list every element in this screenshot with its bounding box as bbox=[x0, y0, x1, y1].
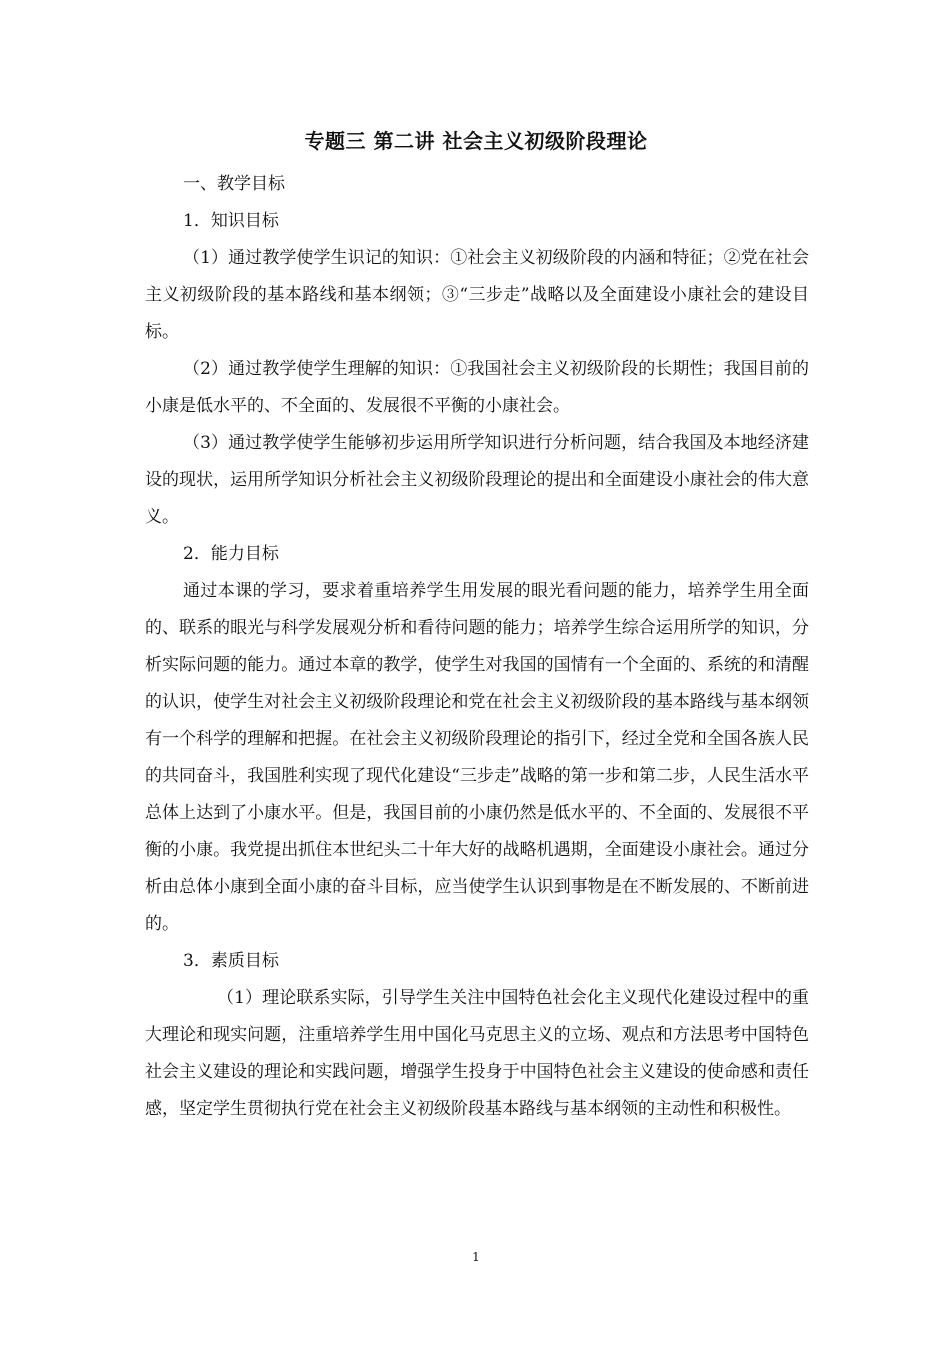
knowledge-item: （1）通过教学使学生识记的知识：①社会主义初级阶段的内涵和特征；②党在社会主义初级阶段的基本路线和基本纲领；③“三步走”战略以及全面建设小康社会的建设目标。 bbox=[145, 248, 809, 342]
subsection-heading-knowledge: 1．知识目标 bbox=[183, 211, 279, 231]
page-title: 专题三 第二讲 社会主义初级阶段理论 bbox=[304, 129, 648, 153]
ability-paragraph: 通过本课的学习，要求着重培养学生用发展的眼光看问题的能力，培养学生用全面的、联系的眼光与科学发展观分析和看待问题的能力；培养学生综合运用所学的知识，分析实际问题的能力。通过本章的教学，使学生对我国的国情有一个全面的、系统的和清醒的认识，使学生对社会主义初级阶段理论和党在社会主义初级阶段的基本路线与基本纲领有一个科学的理解和把握。在社会主义初级阶段理论的指引下，经过全党和全国各族人民的共同奋斗，我国胜利实现了现代化建设“三步走”战略的第一步和第二步，人民生活水平总体上达到了小康水平。但是，我国目前的小康仍然是低水平的、不全面的、发展很不平衡的小康。我党提出抓住本世纪头二十年大好的战略机遇期，全面建设小康社会。通过分析由总体小康到全面小康的奋斗目标，应当使学生认识到事物是在不断发展的、不断前进的。 bbox=[145, 581, 809, 934]
knowledge-item: （2）通过教学使学生理解的知识：①我国社会主义初级阶段的长期性；我国目前的小康是低水平的、不全面的、发展很不平衡的小康社会。 bbox=[145, 359, 809, 416]
quality-item: （1）理论联系实际，引导学生关注中国特色社会化主义现代化建设过程中的重大理论和现实问题，注重培养学生用中国化马克思主义的立场、观点和方法思考中国特色社会主义建设的理论和实践问题，增强学生投身于中国特色社会主义建设的使命感和责任感，坚定学生贯彻执行党在社会主义初级阶段基本路线与基本纲领的主动性和积极性。 bbox=[145, 988, 809, 1119]
section-heading-objectives: 一、教学目标 bbox=[183, 174, 285, 194]
page-number: 1 bbox=[472, 1250, 480, 1264]
subsection-heading-quality: 3．素质目标 bbox=[183, 951, 279, 971]
subsection-heading-ability: 2．能力目标 bbox=[183, 544, 279, 564]
document-body bbox=[145, 166, 809, 1128]
knowledge-item: （3）通过教学使学生能够初步运用所学知识进行分析问题，结合我国及本地经济建设的现状，运用所学知识分析社会主义初级阶段理论的提出和全面建设小康社会的伟大意义。 bbox=[145, 433, 809, 527]
